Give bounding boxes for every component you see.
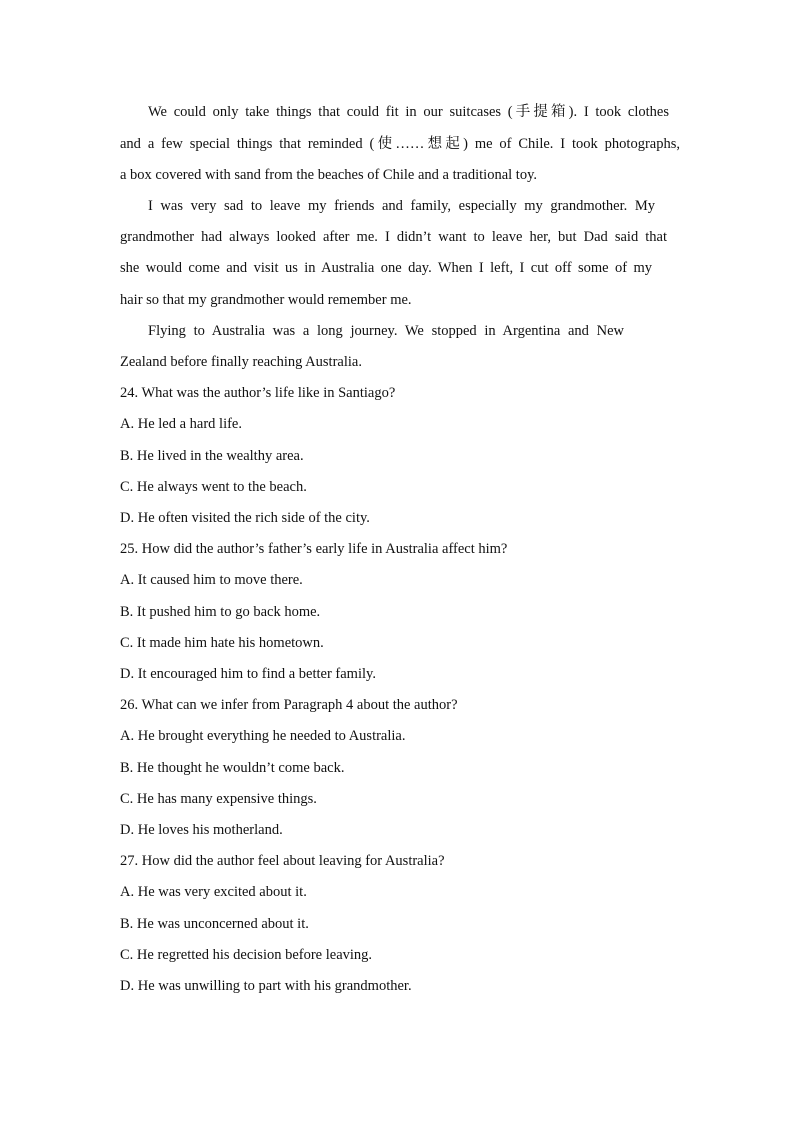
question-25-option-d[interactable]: D. It encouraged him to find a better family.: [120, 666, 376, 682]
paragraph-2-line-1: I was very sad to leave my friends and family, especially my grandmother. My: [148, 198, 655, 214]
paragraph-1-line-1: We could only take things that could fit in our suitcases (手提箱). I took clothes: [148, 104, 669, 120]
question-27-stem: 27. How did the author feel about leaving for Australia?: [120, 853, 445, 869]
question-26-option-a[interactable]: A. He brought everything he needed to Australia.: [120, 728, 406, 744]
question-24-option-a[interactable]: A. He led a hard life.: [120, 416, 242, 432]
question-27-option-b[interactable]: B. He was unconcerned about it.: [120, 916, 309, 932]
question-24-stem: 24. What was the author’s life like in Santiago?: [120, 385, 396, 401]
question-27-option-a[interactable]: A. He was very excited about it.: [120, 884, 307, 900]
question-25-option-c[interactable]: C. It made him hate his hometown.: [120, 635, 324, 651]
question-24-option-d[interactable]: D. He often visited the rich side of the city.: [120, 510, 370, 526]
paragraph-2-line-2: grandmother had always looked after me. I didn’t want to leave her, but Dad said that: [120, 229, 667, 245]
question-26-stem: 26. What can we infer from Paragraph 4 about the author?: [120, 697, 458, 713]
question-24-option-b[interactable]: B. He lived in the wealthy area.: [120, 448, 304, 464]
question-25-option-a[interactable]: A. It caused him to move there.: [120, 572, 303, 588]
question-25-option-b[interactable]: B. It pushed him to go back home.: [120, 604, 321, 620]
question-26-option-b[interactable]: B. He thought he wouldn’t come back.: [120, 760, 345, 776]
question-27-option-c[interactable]: C. He regretted his decision before leaving.: [120, 947, 373, 963]
question-26-option-d[interactable]: D. He loves his motherland.: [120, 822, 283, 838]
paragraph-2-line-3: she would come and visit us in Australia one day. When I left, I cut off some of my: [120, 260, 652, 276]
question-26-option-c[interactable]: C. He has many expensive things.: [120, 791, 317, 807]
question-25-stem: 25. How did the author’s father’s early life in Australia affect him?: [120, 541, 508, 557]
paragraph-1-line-3: a box covered with sand from the beaches of Chile and a traditional toy.: [120, 167, 538, 183]
paragraph-1-line-2: and a few special things that reminded (使……想起) me of Chile. I took photographs,: [120, 136, 680, 152]
question-24-option-c[interactable]: C. He always went to the beach.: [120, 479, 307, 495]
question-27-option-d[interactable]: D. He was unwilling to part with his grandmother.: [120, 978, 412, 994]
paragraph-3-line-1: Flying to Australia was a long journey. We stopped in Argentina and New: [148, 323, 624, 339]
paragraph-2-line-4: hair so that my grandmother would remember me.: [120, 292, 412, 308]
paragraph-3-line-2: Zealand before finally reaching Australia.: [120, 354, 362, 370]
